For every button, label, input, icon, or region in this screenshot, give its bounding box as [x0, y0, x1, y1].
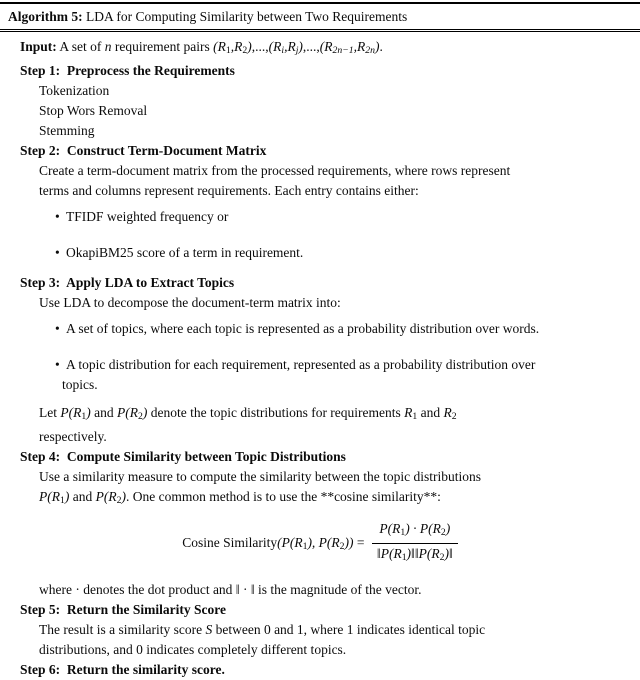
- step-4-paragraph-line-2: P(R1) and P(R2). One common method is to use the **cosine similarity**:: [39, 489, 441, 507]
- step-1-item-stopwords: Stop Wors Removal: [39, 103, 148, 119]
- formula-denominator: ‖P(R1)‖‖P(R2)‖: [372, 543, 458, 568]
- step-1-item-tokenization: Tokenization: [39, 83, 110, 99]
- step-6-heading: Step 6: Return the similarity score.: [20, 661, 225, 677]
- bullet-text: OkapiBM25 score of a term in requirement.: [66, 245, 304, 261]
- step-3-paragraph: Use LDA to decompose the document-term matrix into:: [39, 295, 341, 311]
- formula-fraction: [372, 519, 458, 567]
- bullet-item-tfidf: [55, 207, 634, 227]
- algorithm-label: Algorithm 5:: [8, 9, 83, 24]
- step-3-let-line-2: respectively.: [39, 429, 107, 445]
- step-3-heading: Step 3: Apply LDA to Extract Topics: [20, 275, 235, 291]
- algorithm-title: LDA for Computing Similarity between Two Requirements: [82, 9, 408, 24]
- step-3-let-line-1: Let P(R1) and P(R2) denote the topic distributions for requirements R1 and R2: [39, 405, 457, 423]
- input-line: Input: A set of n requirement pairs (R1,R2),...,(Ri,Rj),...,(R2n−1,R2n).: [20, 39, 383, 57]
- cosine-similarity-formula: [20, 519, 620, 567]
- bullet-icon: •: [55, 245, 60, 261]
- bullet-icon: •: [55, 321, 60, 337]
- algorithm-body: [0, 32, 640, 680]
- step-2-paragraph-line-2: terms and columns represent requirements. Each entry contains either:: [39, 183, 419, 199]
- bullet-icon: •: [55, 209, 60, 225]
- bullet-item-okapibm25: [55, 243, 634, 263]
- step-1-item-stemming: Stemming: [39, 123, 95, 139]
- algorithm-header: [0, 4, 640, 29]
- step-5-paragraph-line-2: distributions, and 0 indicates completely different topics.: [39, 641, 347, 657]
- formula-left-hand-side: Cosine Similarity(P(R1), P(R2)) =: [182, 534, 368, 553]
- step-1-heading: Step 1: Preprocess the Requirements: [20, 63, 235, 79]
- bullet-icon: •: [55, 357, 60, 373]
- bullet-text: A topic distribution for each requirement, represented as a probability distribution over: [66, 357, 536, 373]
- step-2-heading: Step 2: Construct Term-Document Matrix: [20, 143, 267, 159]
- step-5-heading: Step 5: Return the Similarity Score: [20, 601, 226, 617]
- step-4-heading: Step 4: Compute Similarity between Topic Distributions: [20, 449, 346, 465]
- step-5-paragraph-line-1: The result is a similarity score S between 0 and 1, where 1 indicates identical topic: [39, 621, 486, 637]
- bullet-item-topic-distribution: [55, 355, 634, 375]
- bullet-item-topic-distribution-continuation: topics.: [62, 377, 98, 393]
- bullet-item-topics-set: [55, 319, 634, 339]
- step-4-paragraph-line-1: Use a similarity measure to compute the similarity between the topic distributions: [39, 469, 482, 485]
- formula-numerator: P(R1) · P(R2): [379, 521, 451, 539]
- bullet-text: A set of topics, where each topic is represented as a probability distribution over words.: [66, 321, 540, 337]
- bullet-text: TFIDF weighted frequency or: [66, 209, 229, 225]
- step-4-where-line: where · denotes the dot product and ‖ · ‖ is the magnitude of the vector.: [39, 581, 422, 597]
- step-2-paragraph-line-1: Create a term-document matrix from the processed requirements, where rows represent: [39, 163, 511, 179]
